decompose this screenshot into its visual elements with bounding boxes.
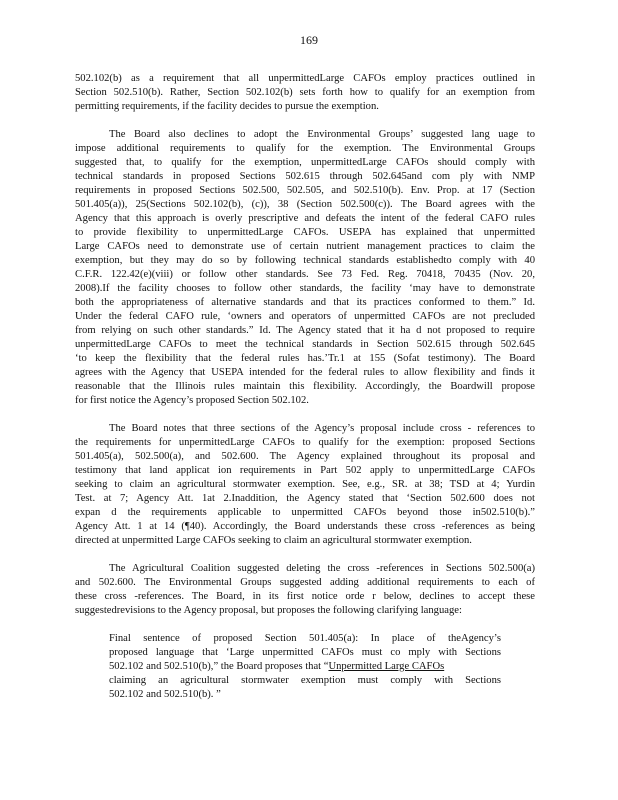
paragraph-3-line: 501.405(a), 502.500(a), and 502.600. The Agency explained throughout its proposal and <box>75 451 535 462</box>
paragraph-2-line: ‘to keep the flexibility that the federal rules has.’Tr.1 at 155 (Sofat testimony). The Board <box>75 353 535 364</box>
quote-line-text: 502.102 and 502.510(b),” the Board proposes that “ <box>109 661 329 672</box>
paragraph-2-line: requirements in proposed Sections 502.500, 502.505, and 502.510(b). Env. Prop. at 17 (Section <box>75 185 535 196</box>
paragraph-2-line: 501.405(a)), 25(Sections 502.102(b), (c)), 38 (Section 502.500(c)). The Board agrees with the <box>75 199 535 210</box>
paragraph-2-line: agrees with the Agency that USEPA intended for the federal rules to allow flexibility and finds it <box>75 367 535 378</box>
paragraph-2-line: for first notice the Agency’s proposed Section 502.102. <box>75 395 309 406</box>
paragraph-2-line: to provide flexibility to unpermittedLarge CAFOs. USEPA has explained that unpermitted <box>75 227 535 238</box>
quote-line: proposed language that ‘Large unpermitted CAFOs must co mply with Sections <box>109 647 501 658</box>
paragraph-2-line: technical standards in proposed Sections 502.615 through 502.645and com ply with NMP <box>75 171 535 182</box>
paragraph-3-line: seeking to claim an agricultural stormwater exemption. See, e.g., SR. at 38; TSD at 4; Yurdin <box>75 479 535 490</box>
paragraph-3-line: expan d the requirements applicable to unpermitted CAFOs beyond those in502.510(b).” <box>75 507 535 518</box>
paragraph-1-line: Section 502.510(b). Rather, Section 502.102(b) sets forth how to qualify for an exemption from <box>75 87 535 98</box>
paragraph-3-line: Agency Att. 1 at 14 (¶40). Accordingly, the Board understands these cross -references as being <box>75 521 535 532</box>
paragraph-3-line: The Board notes that three sections of the Agency’s proposal include cross - references to <box>109 423 535 434</box>
paragraph-3-line: Test. at 7; Agency Att. 1at 2.Inaddition, the Agency stated that ‘Section 502.600 does not <box>75 493 535 504</box>
paragraph-2-line: The Board also declines to adopt the Environmental Groups’ suggested lang uage to <box>109 129 535 140</box>
paragraph-2-line: suggested that, to qualify for the exemption, unpermittedLarge CAFOs should comply with <box>75 157 535 168</box>
quote-line <box>109 661 501 673</box>
paragraph-2-line: Large CAFOs need to demonstrate use of certain nutrient management practices to claim the <box>75 241 535 252</box>
paragraph-3-line: the requirements for unpermittedLarge CAFOs to qualify for the exemption: proposed Sections <box>75 437 535 448</box>
quote-line: claiming an agricultural stormwater exemption must comply with Sections <box>109 675 501 686</box>
paragraph-2-line: impose additional requirements to qualify for the exemption. The Environmental Groups <box>75 143 535 154</box>
paragraph-4-line: these cross -references. The Board, in its first notice orde r below, declines to accept these <box>75 591 535 602</box>
paragraph-2-line: Under the federal CAFO rule, ‘owners and operators of unpermitted CAFOs are not precluded <box>75 311 535 322</box>
paragraph-2-line: 2008).If the facility chooses to follow other standards, the facility ‘may have to demonstrate <box>75 283 535 294</box>
paragraph-3-line: directed at unpermitted Large CAFOs seeking to claim an agricultural stormwater exemption. <box>75 535 472 546</box>
paragraph-2-line: Agency that this approach is overly prescriptive and defeats the intent of the federal CAFO rules <box>75 213 535 224</box>
paragraph-2-line: C.F.R. 122.42(e)(viii) or follow other standards. See 73 Fed. Reg. 70418, 70435 (Nov. 20, <box>75 269 535 280</box>
paragraph-2-line: reasonable that the Illinois rules maintain this flexibility. Accordingly, the Boardwill propose <box>75 381 535 392</box>
paragraph-2-line: from relying on such other standards.” Id. The Agency stated that it ha d not proposed to require <box>75 325 535 336</box>
paragraph-4-line: and 502.600. The Environmental Groups suggested adding additional requirements to each of <box>75 577 535 588</box>
paragraph-1-line: permitting requirements, if the facility decides to pursue the exemption. <box>75 101 379 112</box>
paragraph-4-line: suggestedrevisions to the Agency proposal, but proposes the following clarifying language: <box>75 605 462 616</box>
underlined-phrase: Unpermitted Large CAFOs <box>328 661 445 672</box>
quote-line: 502.102 and 502.510(b). ” <box>109 689 221 700</box>
paragraph-2-line: both the appropriateness of alternative standards and that its practices conformed to them.” Id. <box>75 297 535 308</box>
quote-line: Final sentence of proposed Section 501.405(a): In place of theAgency’s <box>109 633 501 644</box>
paragraph-2-line: unpermittedLarge CAFOs to meet the technical standards in Section 502.615 through 502.645 <box>75 339 535 350</box>
page-number: 169 <box>300 33 318 47</box>
paragraph-4-line: The Agricultural Coalition suggested deleting the cross -references in Sections 502.500(a) <box>109 563 535 574</box>
paragraph-2-line: exemption, but they may do so by following technical standards establishedto comply with 40 <box>75 255 535 266</box>
paragraph-3-line: testimony that land applicat ion requirements in Part 502 apply to unpermittedLarge CAFOs <box>75 465 535 476</box>
paragraph-1-line: 502.102(b) as a requirement that all unpermittedLarge CAFOs employ practices outlined in <box>75 73 535 84</box>
